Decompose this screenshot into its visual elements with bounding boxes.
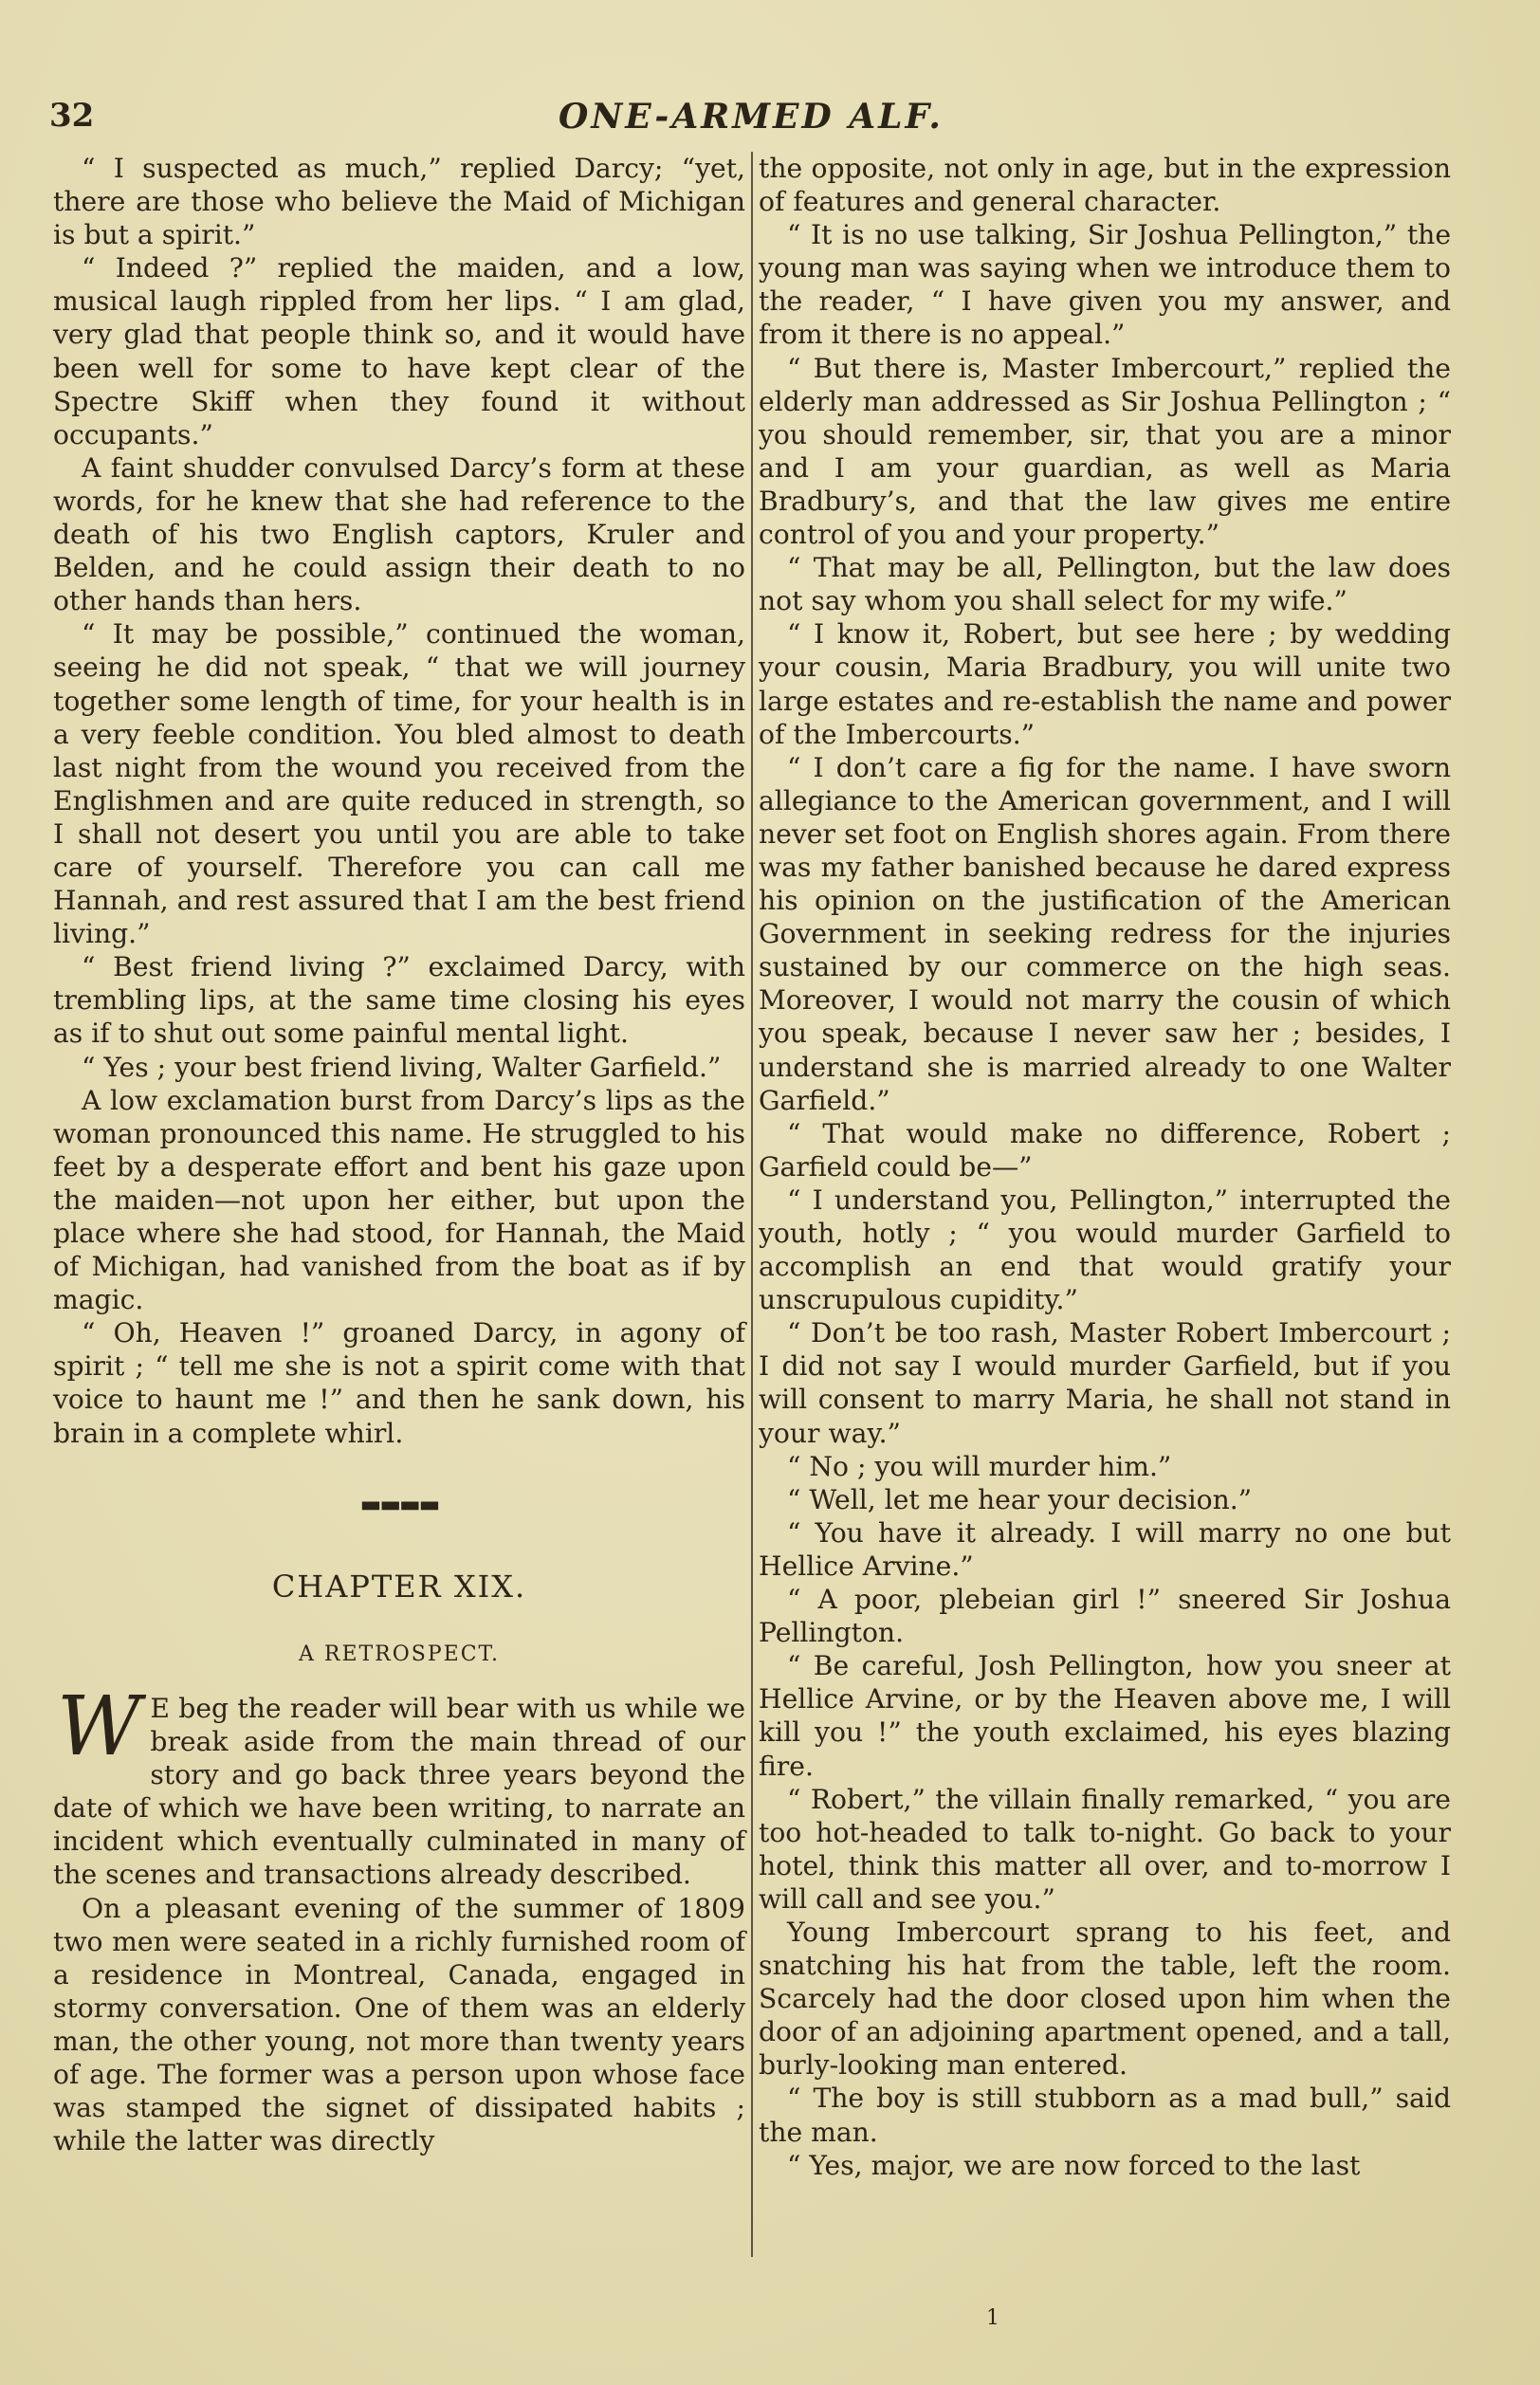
paragraph: “ That may be all, Pellington, but the law does not say whom you shall select for my wife.”	[759, 552, 1451, 617]
page-number: 32	[49, 97, 95, 135]
paragraph: “ I don’t care a fig for the name. I have sworn allegiance to the American government, and I will never set foot on English shores again. From there was my father banished because he dared express his opinion on the justification of the American Government in seeking redress for the injuries sustained by our commerce on the high seas. Moreover, I would not marry the cousin of which you speak, because I never saw her ; besides, I understand she is married already to one Walter Garfield.”	[759, 751, 1451, 1116]
paragraph: “ I suspected as much,” replied Darcy; “yet, there are those who believe the Maid of Michigan is but a spirit.”	[53, 153, 745, 251]
first-paragraph-text: E beg the reader will bear with us while we break aside from the main thread of our story and go back three years beyond the date of which we have been writing, to narrate an incident which eventually culminated in many of the scenes and transactions already described.	[53, 1692, 745, 1891]
paragraph: “ Don’t be too rash, Master Robert Imbercourt ; I did not say I would murder Garfield, but if you will consent to marry Maria, he shall not stand in your way.”	[759, 1317, 1451, 1449]
paragraph: “ I understand you, Pellington,” interrupted the youth, hotly ; “ you would murder Garfield to accomplish an end that would gratify your unscrupulous cupidity.”	[759, 1183, 1451, 1316]
section-ornament: ▬▬▬▬	[359, 1490, 439, 1517]
paragraph: “ But there is, Master Imbercourt,” replied the elderly man addressed as Sir Joshua Pellington ; “ you should remember, sir, that you are a minor and I am your guardian, as well as Maria Bradbury’s, and that the law gives me entire control of you and your property.”	[759, 352, 1451, 551]
right-column	[759, 152, 1451, 2182]
paragraph: “ Oh, Heaven !” groaned Darcy, in agony of spirit ; “ tell me she is not a spirit come with that voice to haunt me !” and then he sank down, his brain in a complete whirl.	[53, 1317, 745, 1449]
paragraph: “ Robert,” the villain finally remarked, “ you are too hot-headed to talk to-night. Go back to your hotel, think this matter all over, and to-morrow I will call and see you.”	[759, 1783, 1451, 1915]
paragraph: Young Imbercourt sprang to his feet, and snatching his hat from the table, left the room. Scarcely had the door closed upon him when the door of an adjoining apartment opened, and a tall, burly-looking man entered.	[759, 1916, 1451, 2082]
paragraph: “ It may be possible,” continued the woman, seeing he did not speak, “ that we will journey together some length of time, for your health is in a very feeble condition. You bled almost to death last night from the wound you received from the Englishmen and are quite reduced in strength, so I shall not desert you until you are able to take care of yourself. Therefore you can call me Hannah, and rest assured that I am the best friend living.”	[53, 618, 745, 950]
column-divider	[751, 152, 753, 2257]
drop-cap: W	[57, 1679, 141, 1774]
paragraph: “ Indeed ?” replied the maiden, and a low, musical laugh rippled from her lips. “ I am glad, very glad that people think so, and it would have been well for some to have kept clear of the Spectre Skiff when they found it without occupants.”	[53, 252, 745, 450]
paragraph: “ Well, let me hear your decision.”	[787, 1483, 1253, 1515]
paragraph: “ You have it already. I will marry no one but Hellice Arvine.”	[759, 1516, 1451, 1582]
paragraph: “ It is no use talking, Sir Joshua Pellington,” the young man was saying when we introduce them to the reader, “ I have given you my answer, and from it there is no appeal.”	[759, 219, 1451, 351]
paragraph: “ Best friend living ?” exclaimed Darcy, with trembling lips, at the same time closing his eyes as if to shut out some painful mental light.	[53, 951, 745, 1050]
paragraph: “ I know it, Robert, but see here ; by wedding your cousin, Maria Bradbury, you will unite two large estates and re-establish the name and power of the Imbercourts.”	[759, 618, 1451, 750]
paragraph-continuation: the opposite, not only in age, but in the expression of features and general character.	[759, 153, 1451, 218]
paragraph: “ Yes ; your best friend living, Walter Garfield.”	[82, 1051, 722, 1083]
paragraph: On a pleasant evening of the summer of 1809 two men were seated in a richly furnished room of a residence in Montreal, Canada, engaged in stormy conversation. One of them was an elderly man, the other young, not more than twenty years of age. The former was a person upon whose face was stamped the signet of dissipated habits ; while the latter was directly	[53, 1892, 745, 2157]
page-header	[49, 97, 1453, 138]
paragraph: A faint shudder convulsed Darcy’s form at these words, for he knew that she had reference to the death of his two English captors, Kruler and Belden, and he could assign their death to no other hands than hers.	[53, 451, 745, 617]
paragraph: “ A poor, plebeian girl !” sneered Sir Joshua Pellington.	[759, 1584, 1451, 1649]
running-title: ONE-ARMED ALF.	[559, 97, 944, 137]
paragraph: “ No ; you will murder him.”	[787, 1450, 1172, 1482]
paragraph: “ That would make no difference, Robert ; Garfield could be—”	[759, 1117, 1451, 1183]
paragraph: “ The boy is still stubborn as a mad bull,” said the man.	[759, 2082, 1451, 2148]
paragraph: “ Be careful, Josh Pellington, how you sneer at Hellice Arvine, or by the Heaven above me, I will kill you !” the youth exclaimed, his eyes blazing fire.	[759, 1650, 1451, 1782]
chapter-title: CHAPTER XIX.	[271, 1568, 527, 1605]
footer-mark: 1	[986, 2306, 999, 2330]
chapter-first-paragraph	[53, 1679, 745, 1892]
paragraph: “ Yes, major, we are now forced to the last	[787, 2149, 1361, 2181]
chapter-subtitle: A RETROSPECT.	[299, 1642, 500, 1666]
paragraph: A low exclamation burst from Darcy’s lips as the woman pronounced this name. He struggled to his feet by a desperate effort and bent his gaze upon the maiden—not upon her either, but upon the place where she had stood, for Hannah, the Maid of Michigan, had vanished from the boat as if by magic.	[53, 1084, 745, 1316]
left-column	[53, 152, 745, 2157]
